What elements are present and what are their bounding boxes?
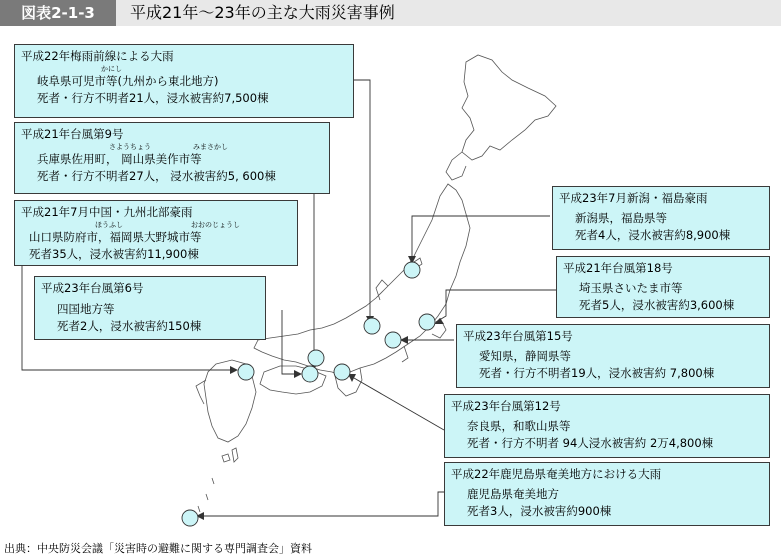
leader-line-event-9	[198, 492, 444, 516]
event-title: 平成22年梅雨前線による大雨	[21, 49, 174, 63]
event-box-3	[14, 200, 298, 266]
page-title: 平成21年～23年の主な大雨災害事例	[130, 3, 395, 22]
event-title: 平成21年台風第9号	[21, 127, 124, 141]
izu-peninsula	[402, 346, 408, 362]
event-box-4	[34, 276, 266, 340]
marker-yamaguchi-fukuoka	[238, 364, 254, 380]
event-damage: 死者・行方不明者21人，浸水被害約7,500棟	[37, 91, 269, 105]
marker-nara-wakayama	[334, 364, 350, 380]
marker-hyogo-okayama	[308, 350, 324, 366]
marker-niigata-fukushima	[404, 262, 420, 278]
event-title: 平成21年7月中国・九州北部豪雨	[21, 205, 193, 219]
event-damage: 死者4人，浸水被害約8,900棟	[575, 228, 731, 242]
leader-line-event-1	[354, 80, 370, 322]
event-box-6	[556, 256, 770, 318]
event-title: 平成23年台風第6号	[41, 281, 144, 295]
hokkaido-peninsula	[446, 152, 466, 180]
event-area: 兵庫県佐用町， 岡山県美作市等	[37, 152, 202, 166]
event-damage: 死者2人，浸水被害約150棟	[57, 319, 202, 333]
ruby-text: さようちょう	[109, 143, 151, 151]
event-damage: 死者・行方不明者27人， 浸水被害約5, 600棟	[37, 169, 276, 183]
ruby-text: かにし	[101, 65, 122, 73]
ruby-text: ほうふし	[95, 221, 123, 229]
marker-aichi-shizuoka	[385, 332, 401, 348]
event-title: 平成21年台風第18号	[563, 261, 673, 275]
hokkaido-outline	[462, 55, 556, 160]
event-box-7	[456, 324, 770, 388]
leader-line-event-8	[354, 378, 444, 430]
leader-line-event-6	[436, 290, 556, 322]
event-title: 平成23年台風第15号	[463, 329, 573, 343]
tanegashima	[232, 448, 238, 462]
event-title: 平成23年7月新潟・福島豪雨	[559, 191, 708, 205]
event-box-9	[444, 462, 770, 526]
marker-gifu	[364, 318, 380, 334]
event-damage: 死者3人，浸水被害約900棟	[467, 504, 612, 518]
figure-number: 図表2-1-3	[0, 0, 116, 26]
event-title: 平成23年台風第12号	[451, 399, 561, 413]
event-box-1	[14, 44, 354, 118]
marker-shikoku	[302, 366, 318, 382]
source-note: 出典：中央防災会議「災害時の避難に関する専門調査会」資料	[4, 542, 312, 555]
event-area: 愛知県，静岡県等	[479, 349, 571, 363]
ruby-text: みまさかし	[193, 143, 228, 151]
marker-saitama	[419, 314, 435, 330]
header-bar	[0, 0, 781, 26]
event-area: 鹿児島県奄美地方	[467, 487, 559, 501]
marker-amami	[182, 510, 198, 526]
ruby-text: おおのじょうし	[191, 221, 240, 229]
event-area: 埼玉県さいたま市等	[579, 281, 683, 295]
event-damage: 死者35人，浸水被害約11,900棟	[29, 247, 199, 261]
event-box-8	[444, 394, 770, 458]
leader-line-event-5	[412, 216, 550, 262]
leader-line-event-4	[282, 310, 300, 374]
event-title: 平成22年鹿児島県奄美地方における大雨	[451, 467, 662, 481]
event-box-5	[552, 186, 770, 250]
event-damage: 死者・行方不明者 94人浸水被害約 2万4,800棟	[467, 436, 714, 450]
arrow-head-event-4	[294, 370, 302, 378]
noto-peninsula	[376, 280, 388, 300]
event-area: 四国地方等	[57, 302, 115, 316]
event-area: 山口県防府市，福岡県大野城市等	[29, 230, 202, 244]
event-area: 新潟県，福島県等	[575, 211, 667, 225]
event-area: 奈良県，和歌山県等	[467, 419, 571, 433]
yakushima	[222, 454, 230, 462]
event-damage: 死者・行方不明者19人，浸水被害約 7,800棟	[479, 366, 715, 380]
event-area: 岐阜県可児市等(九州から東北地方)	[37, 74, 219, 88]
event-damage: 死者5人，浸水被害約3,600棟	[579, 298, 735, 312]
event-box-2	[14, 122, 330, 194]
arrow-head-event-3	[230, 366, 238, 374]
